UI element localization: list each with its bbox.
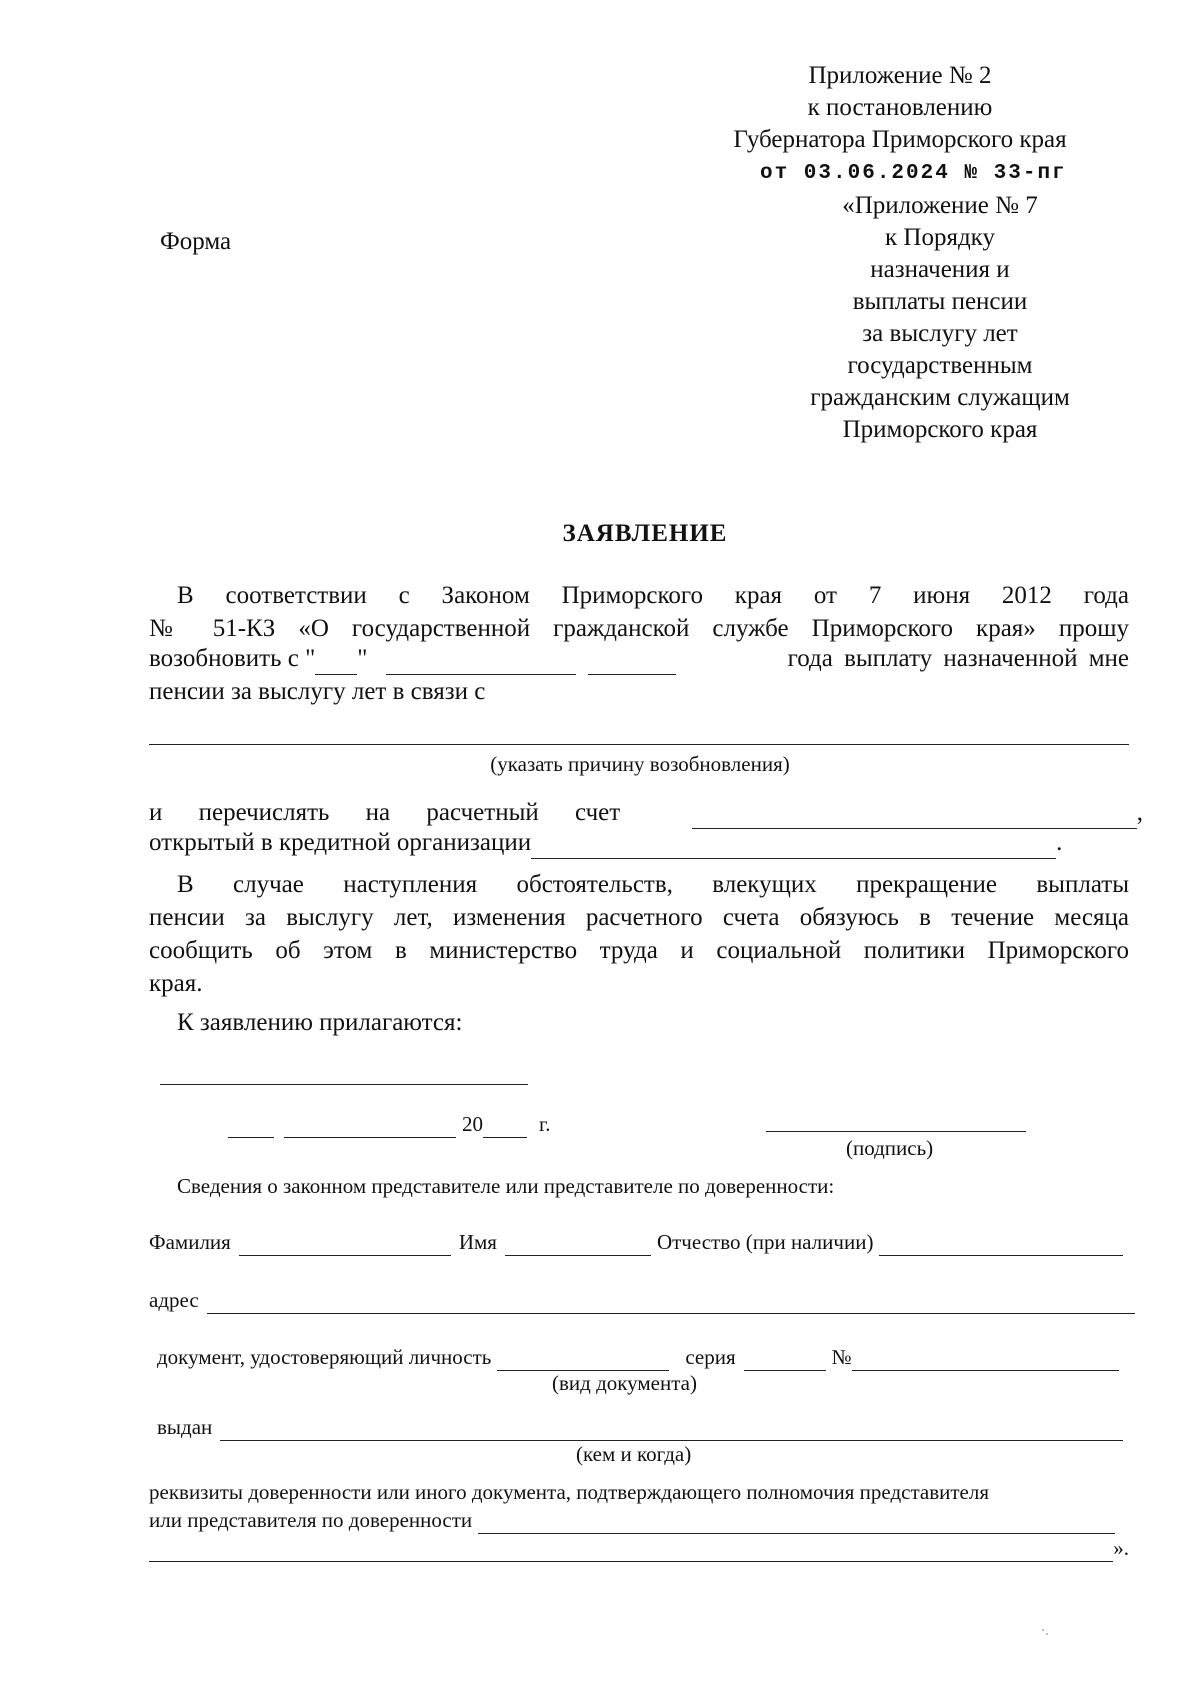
- attachments-field[interactable]: [160, 1084, 528, 1085]
- series-label: серия: [685, 1345, 736, 1369]
- patronymic-label: Отчество (при наличии): [656, 1230, 874, 1254]
- paragraph-2-line-2: пенсии за выслугу лет, изменения расчетного счета обязуюсь в течение месяца: [149, 904, 1129, 931]
- account-period: .: [1056, 829, 1063, 856]
- reason-caption: (указать причину возобновления): [490, 752, 790, 776]
- signature-field[interactable]: [766, 1131, 1026, 1132]
- paragraph-2-line-4: края.: [149, 970, 203, 997]
- issued-field[interactable]: [220, 1418, 1123, 1441]
- date-year-field[interactable]: [483, 1115, 527, 1138]
- appendix-block: [760, 190, 1120, 446]
- representative-name-row: [149, 1228, 1123, 1256]
- appendix-line: «Приложение № 7: [842, 192, 1038, 219]
- requisites-line-1: реквизиты доверенности или иного документа, подтверждающего полномочия представителя: [149, 1480, 989, 1504]
- requisites-line-2: или представителя по доверенности: [149, 1508, 473, 1532]
- paragraph-1-line-2: № 51-КЗ «О государственной гражданской службе Приморского края» прошу: [149, 615, 1129, 642]
- header-block: [720, 60, 1080, 156]
- resume-payment-text: года выплату назначенной мне: [787, 645, 1129, 672]
- account-row-1: [149, 797, 1143, 829]
- appendix-line: выплаты пенсии: [852, 288, 1028, 315]
- surname-label: Фамилия: [149, 1230, 231, 1254]
- reason-field[interactable]: [149, 744, 1129, 745]
- document-title: ЗАЯВЛЕНИЕ: [562, 520, 728, 547]
- closing-quote: ».: [1113, 1536, 1129, 1560]
- surname-field[interactable]: [239, 1233, 451, 1256]
- date-number-stamp: от 03.06.2024 № 33-пг: [760, 162, 1067, 185]
- account-row-2: [149, 827, 1143, 859]
- id-document-row: [157, 1343, 1119, 1371]
- patronymic-field[interactable]: [879, 1233, 1123, 1256]
- scan-speck: [1046, 1633, 1048, 1635]
- year-field[interactable]: [588, 652, 676, 675]
- scan-speck: [1042, 1629, 1044, 1631]
- account-number-field[interactable]: [692, 806, 1137, 829]
- requisites-row-3: [149, 1534, 1129, 1562]
- header-line-governor: Губернатора Приморского края: [733, 126, 1067, 153]
- account-comma: ,: [1136, 799, 1143, 826]
- month-field[interactable]: [386, 652, 576, 675]
- requisites-continuation-field[interactable]: [149, 1539, 1113, 1562]
- id-document-label: документ, удостоверяющий личность: [157, 1345, 492, 1369]
- resume-from-label: возобновить с ": [149, 645, 316, 672]
- date-month-field[interactable]: [284, 1115, 456, 1138]
- address-field[interactable]: [207, 1291, 1135, 1314]
- appendix-line: государственным: [847, 352, 1033, 379]
- paragraph-1-line-1: В соответствии с Законом Приморского края от 7 июня 2012 года: [177, 582, 1129, 609]
- requisites-row-2: [149, 1506, 1115, 1534]
- date-row: [228, 1110, 551, 1138]
- id-document-type-field[interactable]: [497, 1348, 669, 1371]
- signature-caption: (подпись): [846, 1136, 934, 1160]
- header-line-resolution: к постановлению: [807, 94, 993, 121]
- header-line-appendix: Приложение № 2: [808, 62, 992, 89]
- name-field[interactable]: [505, 1233, 651, 1256]
- document-type-caption: (вид документа): [552, 1371, 697, 1395]
- document-number-field[interactable]: [852, 1348, 1119, 1371]
- attachments-label: К заявлению прилагаются:: [177, 1009, 463, 1036]
- appendix-line: гражданским служащим: [810, 384, 1070, 411]
- appendix-line: назначения и: [870, 256, 1010, 283]
- paragraph-2-line-1: В случае наступления обстоятельств, влекущих прекращение выплаты: [177, 871, 1129, 898]
- issued-row: [157, 1413, 1123, 1441]
- paragraph-1-line-4: пенсии за выслугу лет в связи с: [149, 678, 486, 705]
- name-label: Имя: [458, 1230, 497, 1254]
- account-transfer-label: и перечислять на расчетный счет: [149, 799, 621, 826]
- number-label: №: [831, 1345, 852, 1369]
- date-year-prefix: 20: [462, 1112, 483, 1136]
- date-day-field[interactable]: [228, 1115, 274, 1138]
- address-label: адрес: [149, 1288, 199, 1312]
- appendix-line: за выслугу лет: [862, 320, 1018, 347]
- resume-date-row: [149, 643, 1129, 675]
- representative-heading: Сведения о законном представителе или представителе по доверенности:: [177, 1174, 835, 1198]
- quote-close: ": [357, 645, 368, 672]
- form-label: Форма: [160, 228, 232, 255]
- series-field[interactable]: [744, 1348, 826, 1371]
- day-field[interactable]: [315, 652, 357, 675]
- appendix-line: к Порядку: [885, 224, 995, 251]
- issued-label: выдан: [157, 1415, 213, 1439]
- paragraph-2-line-3: сообщить об этом в министерство труда и социальной политики Приморского: [149, 937, 1129, 964]
- credit-organization-label: открытый в кредитной организации: [149, 829, 532, 856]
- appendix-line: Приморского края: [842, 416, 1038, 443]
- requisites-field[interactable]: [478, 1511, 1115, 1534]
- issued-caption: (кем и когда): [576, 1442, 692, 1466]
- address-row: [149, 1286, 1135, 1314]
- credit-organization-field[interactable]: [531, 836, 1056, 859]
- date-year-suffix: г.: [539, 1112, 551, 1136]
